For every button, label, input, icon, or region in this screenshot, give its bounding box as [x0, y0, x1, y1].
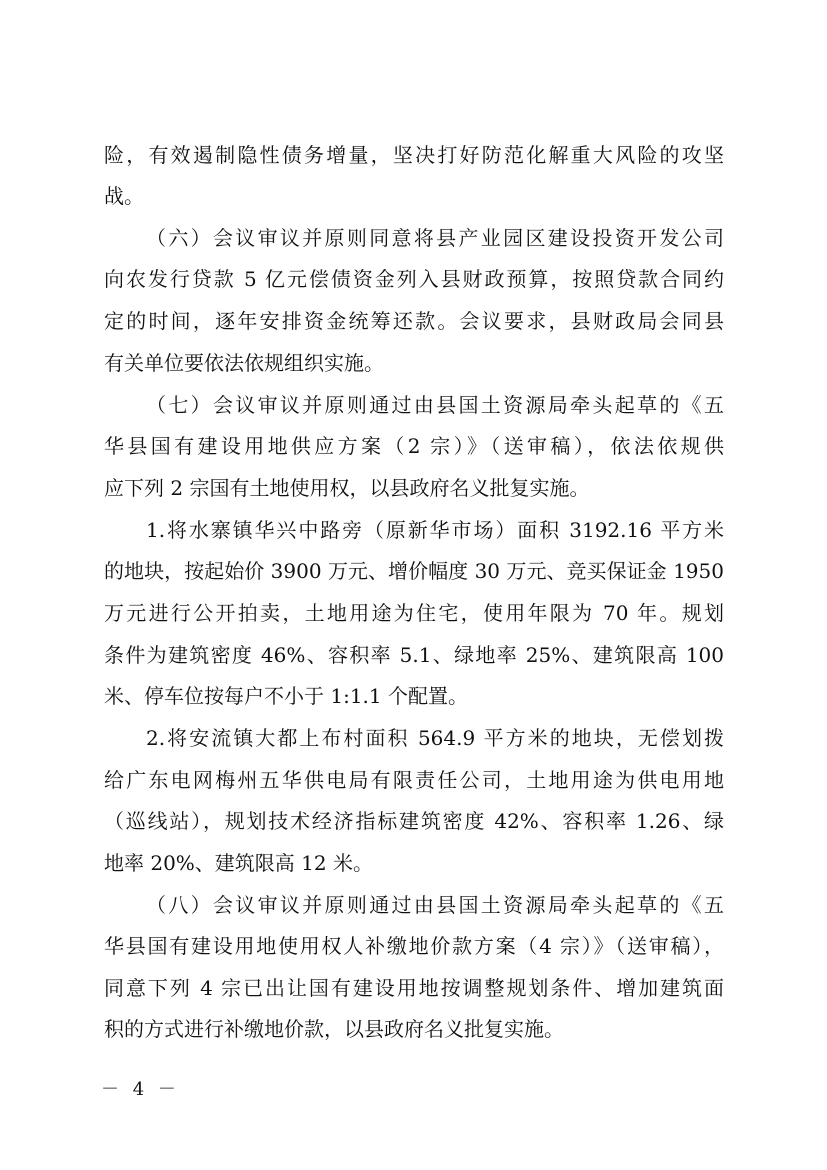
body-text-line: 华县国有建设用地供应方案（2 宗）》（送审稿），依法依规供 [104, 434, 724, 458]
body-text-line: 向农发行贷款 5 亿元偿债资金列入县财政预算，按照贷款合同约 [104, 267, 724, 291]
paragraph-seven-first-line: （七）会议审议并原则通过由县国土资源局牵头起草的《五 [146, 393, 724, 417]
body-text-line: 华县国有建设用地使用权人补缴地价款方案（4 宗）》（送审稿）， [104, 934, 724, 958]
body-text-line: 战。 [104, 184, 144, 208]
page-number: － 4 － [101, 1079, 180, 1100]
body-text-line: 的地块，按起始价 3900 万元、增价幅度 30 万元、竞买保证金 1950 [104, 559, 724, 583]
body-text-line: 应下列 2 宗国有土地使用权，以县政府名义批复实施。 [104, 476, 590, 500]
body-text-line: 积的方式进行补缴地价款，以县政府名义批复实施。 [104, 1017, 564, 1041]
body-text-line: 同意下列 4 宗已出让国有建设用地按调整规划条件、增加建筑面 [104, 976, 724, 1000]
body-text-line: 定的时间，逐年安排资金统筹还款。会议要求，县财政局会同县 [104, 309, 724, 333]
body-text-line: 地率 20%、建筑限高 12 米。 [104, 851, 373, 875]
body-text-line: 万元进行公开拍卖，土地用途为住宅，使用年限为 70 年。规划 [104, 601, 724, 625]
paragraph-six-first-line: （六）会议审议并原则同意将县产业园区建设投资开发公司 [146, 226, 724, 250]
body-text-line: 险，有效遏制隐性债务增量，坚决打好防范化解重大风险的攻坚 [104, 143, 724, 167]
item-two-first-line: 2.将安流镇大都上布村面积 564.9 平方米的地块，无偿划拨 [146, 726, 724, 750]
body-text-line: 有关单位要依法依规组织实施。 [104, 351, 384, 375]
item-one-first-line: 1.将水寨镇华兴中路旁（原新华市场）面积 3192.16 平方米 [146, 518, 724, 542]
body-text-line: 米、停车位按每户不小于 1:1.1 个配置。 [104, 684, 468, 708]
body-text-line: 条件为建筑密度 46%、容积率 5.1、绿地率 25%、建筑限高 100 [104, 643, 724, 667]
paragraph-eight-first-line: （八）会议审议并原则通过由县国土资源局牵头起草的《五 [146, 893, 724, 917]
body-text-line: 给广东电网梅州五华供电局有限责任公司，土地用途为供电用地 [104, 768, 724, 792]
body-text-line: （巡线站），规划技术经济指标建筑密度 42%、容积率 1.26、绿 [104, 809, 724, 833]
